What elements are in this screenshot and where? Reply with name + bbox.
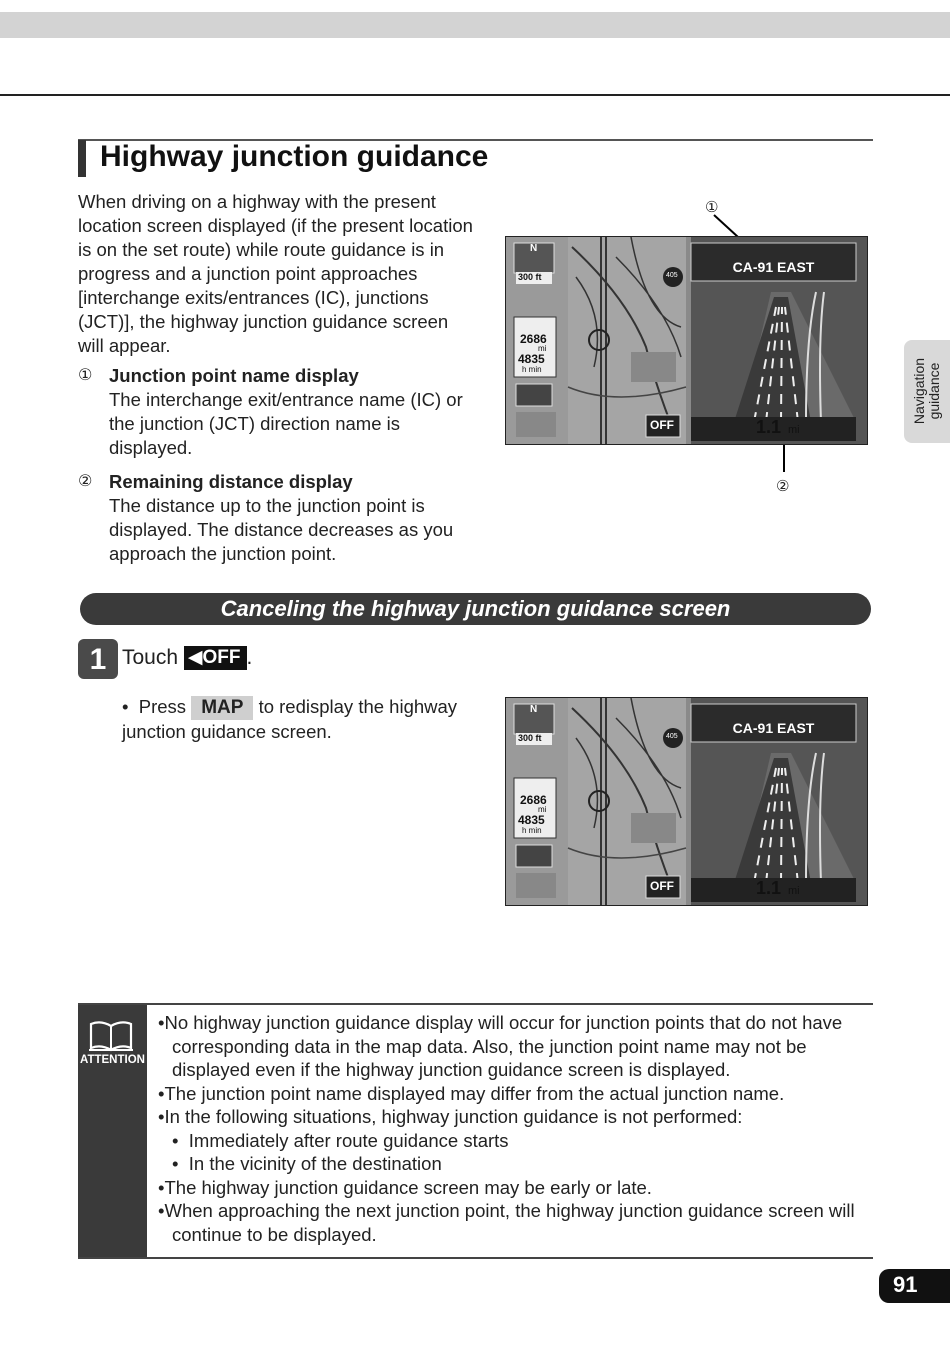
map-key[interactable]: MAP <box>191 696 253 720</box>
remaining-distance-unit: mi <box>788 424 800 436</box>
attention-sub-bullet: • Immediately after route guidance starts <box>172 1129 509 1151</box>
page-number: 91 <box>879 1269 950 1303</box>
item-heading: Remaining distance display <box>109 471 353 492</box>
map-scale: 300 ft <box>518 733 542 743</box>
screen-off-button[interactable]: OFF <box>650 879 674 893</box>
distance-total: 2686 <box>520 793 547 807</box>
time-remaining: 4835 <box>518 813 545 827</box>
time-remaining-unit: h min <box>522 365 542 374</box>
remaining-distance-unit: mi <box>788 885 800 897</box>
off-button[interactable]: ◀OFF <box>184 646 247 670</box>
callout-one: ① <box>705 199 719 216</box>
attention-bullet: •The highway junction guidance screen may be early or late. <box>158 1176 652 1198</box>
distance-total-unit: mi <box>538 805 547 814</box>
step-number: 1 <box>78 639 118 679</box>
attention-bullet: •When approaching the next junction point, the highway junction guidance screen will continue to be displayed. <box>158 1200 855 1245</box>
distance-total-unit: mi <box>538 344 547 353</box>
intro-paragraph: When driving on a highway with the present location screen displayed (if the present location is on the set route) while route guidance is in progress and a junction point approaches [interchange exits/entrances (IC), junctions (JCT)], the highway junction guidance screen will appear. <box>78 191 473 356</box>
time-remaining: 4835 <box>518 352 545 366</box>
junction-guidance-screen-example <box>505 697 868 906</box>
map-scale: 300 ft <box>518 272 542 282</box>
header-rule <box>0 94 950 96</box>
attention-top-rule <box>78 1003 873 1005</box>
caret-left-icon: ◀ <box>187 647 203 668</box>
item-text: The distance up to the junction point is displayed. The distance decreases as you approach the junction point. <box>109 495 454 564</box>
junction-name-display: CA-91 EAST <box>732 259 815 275</box>
item-number: ① <box>78 367 93 384</box>
compass-icon: N <box>530 704 538 715</box>
junction-name-display: CA-91 EAST <box>732 720 815 736</box>
attention-bullet: •No highway junction guidance display will occur for junction points that do not have corresponding data in the map data. Also, the junction point name may not be displayed even if the highway junction guidance screen is displayed. <box>158 1012 843 1080</box>
item-remaining-distance <box>78 470 478 566</box>
compass-icon: N <box>530 243 538 254</box>
page-title: Highway junction guidance <box>100 140 489 173</box>
attention-bullet: •The junction point name displayed may differ from the actual junction name. <box>158 1082 785 1104</box>
time-remaining-unit: h min <box>522 826 542 835</box>
road-shield: 405 <box>666 272 678 279</box>
side-tab-label: Navigation guidance <box>911 357 942 425</box>
attention-label: ATTENTION <box>80 1054 145 1066</box>
title-marker <box>78 140 86 177</box>
open-book-icon <box>88 1020 134 1052</box>
remaining-distance-value: 1.1 <box>756 878 782 898</box>
callout-two: ② <box>776 478 790 495</box>
item-heading: Junction point name display <box>109 365 359 386</box>
item-junction-name <box>78 364 478 460</box>
subsection-title: Canceling the highway junction guidance screen <box>80 593 871 625</box>
remaining-distance-value: 1.1 <box>756 417 782 437</box>
attention-notes <box>158 1011 863 1246</box>
header-band <box>0 12 950 38</box>
item-number: ② <box>78 473 93 490</box>
distance-total: 2686 <box>520 332 547 346</box>
road-shield: 405 <box>666 733 678 740</box>
step-prefix: Touch <box>122 646 179 669</box>
screen-off-button[interactable]: OFF <box>650 418 674 432</box>
step-note: • Press MAP to redisplay the highway junction guidance screen. <box>122 696 458 742</box>
attention-bullet: •In the following situations, highway junction guidance is not performed: <box>158 1106 743 1127</box>
step-instruction: Touch ◀OFF . <box>122 646 253 669</box>
junction-guidance-screen <box>505 236 868 445</box>
attention-bottom-rule <box>78 1257 873 1259</box>
item-text: The interchange exit/entrance name (IC) or the junction (JCT) direction name is displayed. <box>109 389 463 458</box>
attention-sub-bullet: • In the vicinity of the destination <box>172 1153 442 1174</box>
